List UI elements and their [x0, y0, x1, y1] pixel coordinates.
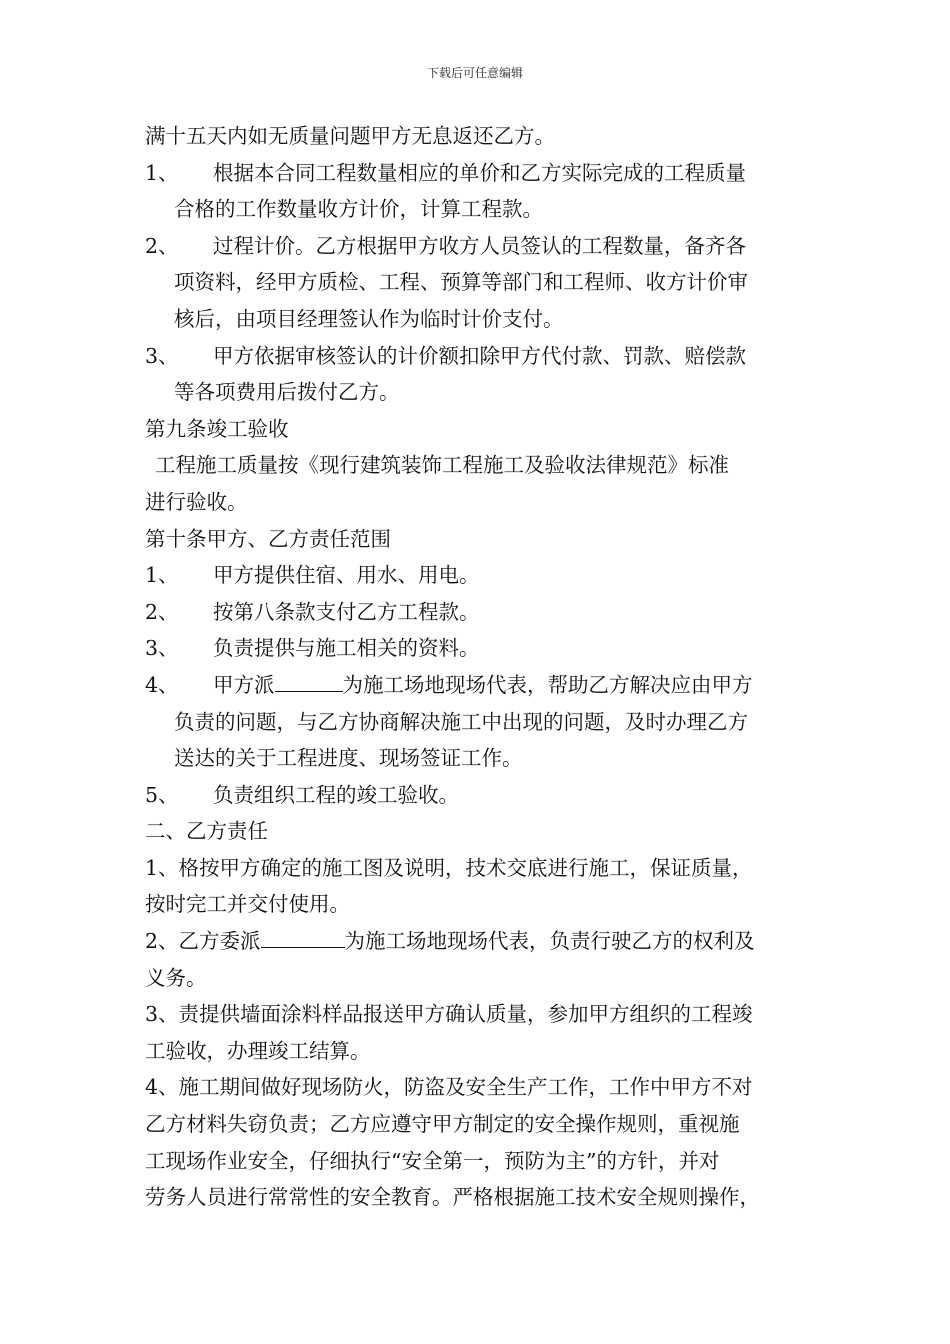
- text-line: 进行验收。: [145, 489, 248, 514]
- fill-in-blank[interactable]: [261, 927, 345, 948]
- text-line: 按时完工并交付使用。: [145, 892, 350, 917]
- text-line: 核后，由项目经理签认作为临时计价支付。: [174, 306, 564, 331]
- numbered-item: [145, 630, 815, 667]
- text-line: 1、格按甲方确定的施工图及说明，技术交底进行施工，保证质量，: [145, 855, 753, 880]
- numbered-item: [145, 338, 815, 375]
- item-number: 1、: [145, 160, 179, 185]
- numbered-item: [145, 777, 815, 814]
- text-line: 乙方材料失窃负责；乙方应遵守甲方制定的安全操作规则，重视施: [145, 1112, 740, 1137]
- item-text: 甲方提供住宿、用水、用电。: [213, 563, 480, 588]
- item-text: 根据本合同工程数量相应的单价和乙方实际完成的工程质量: [213, 160, 746, 185]
- numbered-item: [145, 667, 815, 704]
- item-number: 4、: [145, 672, 179, 697]
- text-line: 等各项费用后拨付乙方。: [174, 380, 400, 405]
- section-heading: 第九条竣工验收: [145, 416, 289, 441]
- item-text: 为施工场地现场代表，帮助乙方解决应由甲方: [342, 672, 753, 697]
- item-text: 过程计价。乙方根据甲方收方人员签认的工程数量，备齐各: [213, 233, 746, 258]
- item-number: 3、: [145, 636, 179, 661]
- text-line: 3、责提供墙面涂料样品报送甲方确认质量，参加甲方组织的工程竣: [145, 1002, 753, 1027]
- item-text: 2、乙方委派: [145, 929, 261, 954]
- page-header: 下载后可任意编辑: [426, 66, 523, 80]
- item-text: 负责提供与施工相关的资料。: [213, 636, 480, 661]
- text-line: 送达的关于工程进度、现场签证工作。: [174, 746, 523, 771]
- text-line: [145, 923, 815, 960]
- numbered-item: [145, 155, 815, 192]
- item-text: 甲方依据审核签认的计价额扣除甲方代付款、罚款、赔偿款: [213, 343, 746, 368]
- item-number: 2、: [145, 599, 179, 624]
- text-line: 劳务人员进行常常性的安全教育。严格根据施工技术安全规则操作，: [145, 1185, 760, 1210]
- item-number: 2、: [145, 233, 179, 258]
- text-line: 负责的问题，与乙方协商解决施工中出现的问题，及时办理乙方: [174, 709, 748, 734]
- document-body: [145, 118, 815, 1216]
- section-heading: 二、乙方责任: [145, 819, 268, 844]
- text-line: 工现场作业安全，仔细执行“安全第一，预防为主”的方针，并对: [145, 1148, 720, 1173]
- numbered-item: [145, 594, 815, 631]
- item-text: 甲方派: [213, 672, 275, 697]
- numbered-item: [145, 228, 815, 265]
- fill-in-blank[interactable]: [275, 671, 343, 692]
- item-text: 按第八条款支付乙方工程款。: [213, 599, 480, 624]
- item-number: 3、: [145, 343, 179, 368]
- text-line: 合格的工作数量收方计价，计算工程款。: [174, 197, 543, 222]
- numbered-item: [145, 557, 815, 594]
- item-text: 负责组织工程的竣工验收。: [213, 782, 459, 807]
- text-line: 4、施工期间做好现场防火，防盗及安全生产工作，工作中甲方不对: [145, 1075, 753, 1100]
- item-number: 1、: [145, 563, 179, 588]
- section-heading: 第十条甲方、乙方责任范围: [145, 526, 391, 551]
- text-line: 工程施工质量按《现行建筑装饰工程施工及验收法律规范》标准: [155, 453, 729, 478]
- item-number: 5、: [145, 782, 179, 807]
- text-line: 项资料，经甲方质检、工程、预算等部门和工程师、收方计价审: [174, 270, 748, 295]
- text-line: 工验收，办理竣工结算。: [145, 1038, 371, 1063]
- text-line: 满十五天内如无质量问题甲方无息返还乙方。: [145, 124, 555, 148]
- item-text: 为施工场地现场代表，负责行驶乙方的权利及: [344, 929, 755, 954]
- text-line: 义务。: [145, 965, 207, 990]
